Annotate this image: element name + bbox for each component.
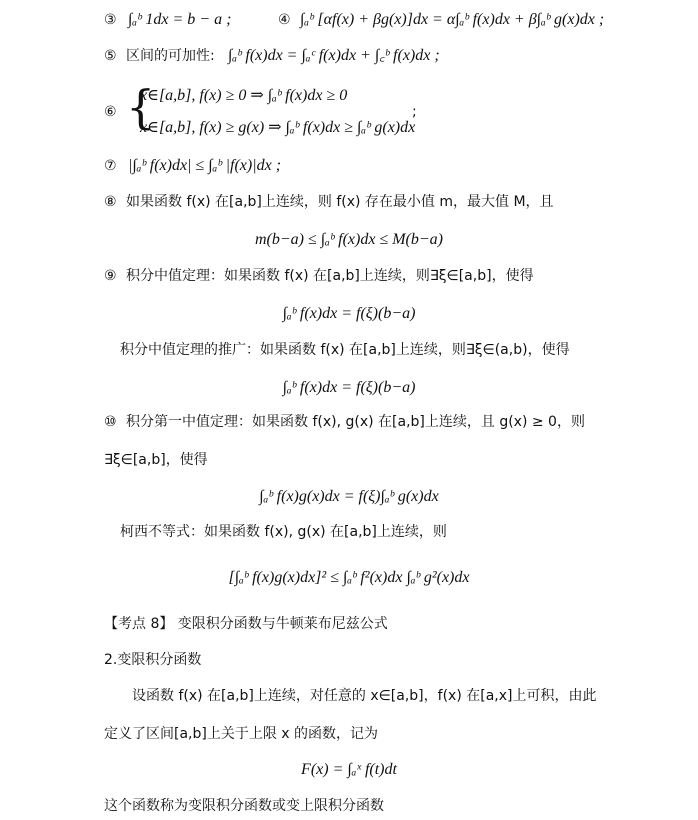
property-8-number: ⑧ <box>104 194 117 210</box>
property-10-text: 积分第一中值定理：如果函数 f(x), g(x) 在[a,b]上连续，且 g(x) ≥ 0，则 <box>126 414 585 430</box>
property-6-line-1: x∈[a,b], f(x) ≥ 0 ⇒ ∫ₐᵇ f(x)dx ≥ 0 <box>140 87 348 104</box>
property-8-text: 如果函数 f(x) 在[a,b]上连续，则 f(x) 存在最小值 m，最大值 M，且 <box>126 194 554 210</box>
property-7-number: ⑦ <box>104 158 117 174</box>
property-3-number: ③ <box>104 12 117 28</box>
section-paragraph-1: 设函数 f(x) 在[a,b]上连续，对任意的 x∈[a,b]，f(x) 在[a,x]上可积，由此 <box>132 688 597 704</box>
cauchy-inequality-text: 柯西不等式：如果函数 f(x), g(x) 在[a,b]上连续，则 <box>120 524 447 540</box>
property-6-end: ; <box>412 104 417 120</box>
definition-formula: F(x) = ∫ₐˣ f(t)dt <box>301 761 397 778</box>
property-8-formula: m(b−a) ≤ ∫ₐᵇ f(x)dx ≤ M(b−a) <box>254 231 444 248</box>
section-paragraph-3: 这个函数称为变限积分函数或变上限积分函数 <box>104 798 384 814</box>
mean-value-generalization-formula: ∫ₐᵇ f(x)dx = f(ξ)(b−a) <box>282 379 416 396</box>
property-9-number: ⑨ <box>104 268 117 284</box>
section-sub-heading: 2.变限积分函数 <box>104 652 202 668</box>
property-3-formula: ∫ₐᵇ 1dx = b − a ; <box>128 11 232 28</box>
property-7-formula: |∫ₐᵇ f(x)dx| ≤ ∫ₐᵇ |f(x)|dx ; <box>128 157 282 174</box>
property-5-formula: ∫ₐᵇ f(x)dx = ∫ₐᶜ f(x)dx + ∫꜀ᵇ f(x)dx ; <box>228 47 440 64</box>
property-10-number: ⑩ <box>104 414 117 430</box>
property-10-formula: ∫ₐᵇ f(x)g(x)dx = f(ξ)∫ₐᵇ g(x)dx <box>259 488 439 505</box>
property-5-number: ⑤ <box>104 48 117 64</box>
property-6-brace: { <box>126 80 156 134</box>
property-4-number: ④ <box>278 12 291 28</box>
property-4-formula: ∫ₐᵇ [αf(x) + βg(x)]dx = α∫ₐᵇ f(x)dx + β∫ₐᵇ g(x)dx ; <box>300 11 605 28</box>
section-heading: 【考点 8】 变限积分函数与牛顿莱布尼兹公式 <box>104 616 388 632</box>
cauchy-inequality-formula: [∫ₐᵇ f(x)g(x)dx]² ≤ ∫ₐᵇ f²(x)dx ∫ₐᵇ g²(x)dx <box>228 569 470 586</box>
property-5-label: 区间的可加性: <box>126 48 215 64</box>
section-paragraph-2: 定义了区间[a,b]上关于上限 x 的函数，记为 <box>104 726 379 742</box>
property-9-formula: ∫ₐᵇ f(x)dx = f(ξ)(b−a) <box>282 305 416 322</box>
property-9-text: 积分中值定理：如果函数 f(x) 在[a,b]上连续，则∃ξ∈[a,b]，使得 <box>126 268 534 284</box>
property-6-number: ⑥ <box>104 104 117 120</box>
property-6-line-2: x∈[a,b], f(x) ≥ g(x) ⇒ ∫ₐᵇ f(x)dx ≥ ∫ₐᵇ g(x)dx <box>140 119 416 136</box>
property-10-text-2: ∃ξ∈[a,b]，使得 <box>104 452 208 468</box>
mean-value-generalization-text: 积分中值定理的推广：如果函数 f(x) 在[a,b]上连续，则∃ξ∈(a,b)，使得 <box>120 342 570 358</box>
